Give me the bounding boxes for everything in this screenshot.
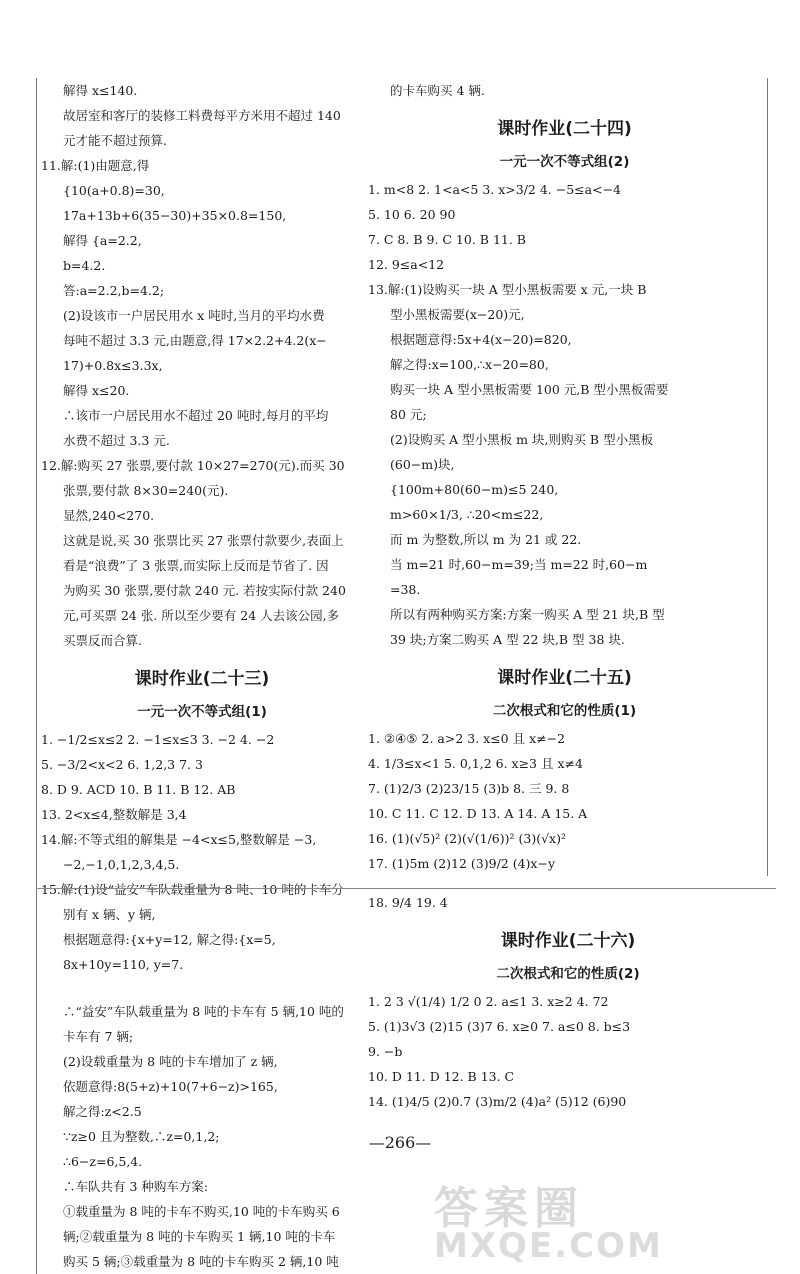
watermark-url: MXQE.COM <box>434 1226 663 1266</box>
answer-line: 80 元; <box>390 407 427 422</box>
answer-line: 1. m<8 2. 1<a<5 3. x>3/2 4. −5≤a<−4 <box>368 182 621 197</box>
answer-line: 5. (1)3√3 (2)15 (3)7 6. x≥0 7. a≤0 8. b≤3 <box>368 1019 631 1034</box>
answer-line: 根据题意得:5x+4(x−20)=820, <box>390 332 572 347</box>
section-23-subtitle: 一元一次不等式组(1) <box>137 704 267 720</box>
section-26-title: 课时作业(二十六) <box>500 931 636 951</box>
section-23-title: 课时作业(二十三) <box>134 669 270 689</box>
answer-line: 购买一块 A 型小黑板需要 100 元,B 型小黑板需要 <box>390 382 669 397</box>
answer-line: 1. 2 3 √(1/4) 1/2 0 2. a≤1 3. x≥2 4. 72 <box>368 994 609 1009</box>
answer-line: ∴该市一户居民用水不超过 20 吨时,每月的平均 <box>63 408 329 423</box>
answer-line: 别有 x 辆、y 辆, <box>63 907 156 922</box>
section-24-answers <box>368 177 761 652</box>
answer-line: 看是“浪费”了 3 张票,而实际上反而是节省了. 因 <box>63 558 329 573</box>
answer-line: 7. C 8. B 9. C 10. B 11. B <box>368 232 526 247</box>
section-24-subtitle: 一元一次不等式组(2) <box>499 154 630 170</box>
section-25-title: 课时作业(二十五) <box>497 668 632 688</box>
answer-line: 购买 5 辆;③载重量为 8 吨的卡车购买 2 辆,10 吨 <box>63 1254 339 1269</box>
answer-line: 9. −b <box>368 1044 403 1059</box>
answer-line: 故居室和客厅的装修工料费每平方米用不超过 140 <box>63 108 341 123</box>
answer-line: 依题意得:8(5+z)+10(7+6−z)>165, <box>63 1079 278 1094</box>
answer-line: 17)+0.8x≤3.3x, <box>63 358 163 373</box>
answer-line: 答:a=2.2,b=4.2; <box>63 283 165 298</box>
answer-line: 5. 10 6. 20 90 <box>368 207 456 222</box>
answer-line: 1. ②④⑤ 2. a>2 3. x≤0 且 x≠−2 <box>368 731 566 746</box>
answer-line: {100m+80(60−m)≤5 240, <box>390 482 559 497</box>
answer-line: {10(a+0.8)=30, <box>63 183 165 198</box>
answer-line: 解得 x≤140. <box>63 83 138 98</box>
answer-line: 解之得:z<2.5 <box>63 1104 142 1119</box>
answer-line: 型小黑板需要(x−20)元, <box>390 307 525 322</box>
answer-line: (2)设载重量为 8 吨的卡车增加了 z 辆, <box>63 1054 278 1069</box>
answer-line: (2)设购买 A 型小黑板 m 块,则购买 B 型小黑板 <box>390 432 654 447</box>
answer-line: 7. (1)2/3 (2)23/15 (3)b 8. 三 9. 8 <box>368 781 570 796</box>
answer-line: 10. D 11. D 12. B 13. C <box>368 1069 515 1084</box>
page-fold-divider <box>36 888 776 889</box>
left-top-lines <box>41 78 363 653</box>
answer-line: (2)设该市一户居民用水 x 吨时,当月的平均水费 <box>63 308 325 323</box>
answer-line: 的卡车购买 4 辆. <box>390 83 485 98</box>
watermark-title: 答案圈 <box>434 1183 584 1234</box>
answer-line: 12. 9≤a<12 <box>368 257 445 272</box>
answer-line: 14.解:不等式组的解集是 −4<x≤5,整数解是 −3, <box>41 832 317 847</box>
answer-line: 卡车有 7 辆; <box>63 1029 134 1044</box>
answer-line: 13. 2<x≤4,整数解是 3,4 <box>41 807 187 822</box>
answer-line: (60−m)块, <box>390 457 455 472</box>
answer-line: 买票反而合算. <box>63 633 142 648</box>
section-25-subtitle: 二次根式和它的性质(1) <box>492 703 637 719</box>
answer-line: 39 块;方案二购买 A 型 22 块,B 型 38 块. <box>390 632 625 647</box>
answer-line: 18. 9/4 19. 4 <box>368 895 448 910</box>
answer-line: 水费不超过 3.3 元. <box>63 433 170 448</box>
answer-line: 根据题意得:{x+y=12, 解之得:{x=5, <box>63 932 276 947</box>
watermark-logo <box>434 1172 794 1272</box>
answer-line: 当 m=21 时,60−m=39;当 m=22 时,60−m <box>390 557 648 572</box>
answer-line: =38. <box>390 582 421 597</box>
left-column <box>36 78 363 1274</box>
answer-line: 显然,240<270. <box>63 508 155 523</box>
answer-line: 而 m 为整数,所以 m 为 21 或 22. <box>390 532 582 547</box>
right-top-lines <box>368 78 761 103</box>
spacer <box>41 977 363 999</box>
right-top-block <box>368 78 768 876</box>
right-bottom-lines <box>368 890 768 915</box>
answer-line: ∴“益安”车队载重量为 8 吨的卡车有 5 辆,10 吨的 <box>63 1004 344 1019</box>
answer-line: −2,−1,0,1,2,3,4,5. <box>63 857 180 872</box>
section-26-subtitle: 二次根式和它的性质(2) <box>496 966 640 982</box>
answer-line: ∴6−z=6,5,4. <box>63 1154 143 1169</box>
answer-line: ①载重量为 8 吨的卡车不购买,10 吨的卡车购买 6 <box>63 1204 340 1219</box>
answer-line: 元,可买票 24 张. 所以至少要有 24 人去该公园,多 <box>63 608 340 623</box>
answer-line: 13.解:(1)设购买一块 A 型小黑板需要 x 元,一块 B <box>368 282 647 297</box>
answer-line: 元才能不超过预算. <box>63 133 167 148</box>
answer-line: 5. −3/2<x<2 6. 1,2,3 7. 3 <box>41 757 203 772</box>
section-25-answers <box>368 726 761 876</box>
answer-line: 8x+10y=110, y=7. <box>63 957 184 972</box>
answer-line: ∴车队共有 3 种购车方案: <box>63 1179 209 1194</box>
section-24-title: 课时作业(二十四) <box>497 119 632 139</box>
answer-line: 17a+13b+6(35−30)+35×0.8=150, <box>63 208 287 223</box>
answer-line: 辆;②载重量为 8 吨的卡车购买 1 辆,10 吨的卡车 <box>63 1229 336 1244</box>
answer-line: 所以有两种购买方案:方案一购买 A 型 21 块,B 型 <box>390 607 665 622</box>
answer-line: 15.解:(1)设“益安”车队载重量为 8 吨、10 吨的卡车分 <box>41 882 344 897</box>
answer-line: b=4.2. <box>63 258 106 273</box>
answer-line: 14. (1)4/5 (2)0.7 (3)m/2 (4)a² (5)12 (6)90 <box>368 1094 627 1109</box>
answer-line: 这就是说,买 30 张票比买 27 张票付款要少,表面上 <box>63 533 344 548</box>
answer-line: 16. (1)(√5)² (2)(√(1/6))² (3)(√x)² <box>368 831 566 846</box>
answer-line: 每吨不超过 3.3 元,由题意,得 17×2.2+4.2(x− <box>63 333 327 348</box>
page-number: —266— <box>368 1133 432 1152</box>
answer-line: 12.解:购买 27 张票,要付款 10×27=270(元).而买 30 <box>41 458 345 473</box>
section-26-answers <box>368 989 768 1114</box>
section-23-answers <box>41 727 363 977</box>
answer-line: 为购买 30 张票,要付款 240 元. 若按实际付款 240 <box>63 583 346 598</box>
answer-line: 17. (1)5m (2)12 (3)9/2 (4)x−y <box>368 856 556 871</box>
answer-line: m>60×1/3, ∴20<m≤22, <box>390 507 544 522</box>
answer-line: 8. D 9. ACD 10. B 11. B 12. AB <box>41 782 236 797</box>
right-column <box>368 78 768 1114</box>
answer-line: 10. C 11. C 12. D 13. A 14. A 15. A <box>368 806 588 821</box>
answer-line: 11.解:(1)由题意,得 <box>41 158 150 173</box>
answer-line: 张票,要付款 8×30=240(元). <box>63 483 229 498</box>
answer-line: 解得 {a=2.2, <box>63 233 142 248</box>
answer-line: ∵z≥0 且为整数,∴z=0,1,2; <box>63 1129 220 1144</box>
answer-line: 解之得:x=100,∴x−20=80, <box>390 357 549 372</box>
answer-line: 4. 1/3≤x<1 5. 0,1,2 6. x≥3 且 x≠4 <box>368 756 583 771</box>
answer-line: 1. −1/2≤x≤2 2. −1≤x≤3 3. −2 4. −2 <box>41 732 275 747</box>
answer-line: 解得 x≤20. <box>63 383 130 398</box>
